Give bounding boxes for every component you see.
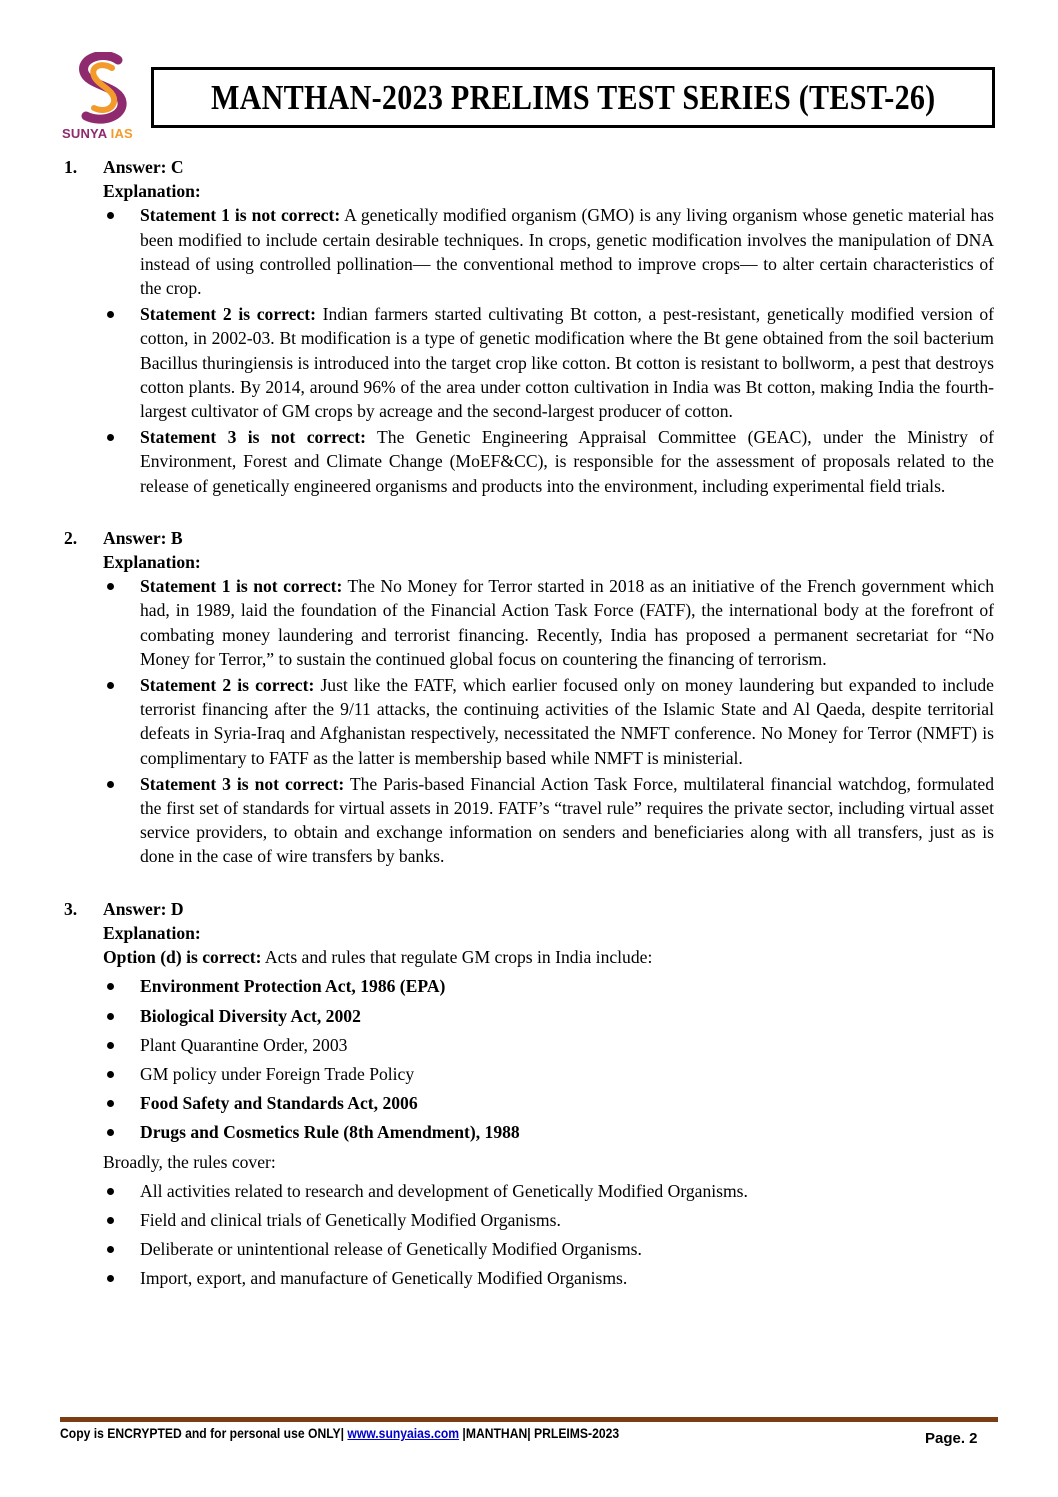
website-link[interactable]: www.sunyaias.com — [347, 1426, 460, 1441]
question-3 — [64, 897, 994, 1291]
statement-item: Statement 3 is not correct: The Genetic Engineering Appraisal Committee (GEAC), under the Ministry of Environment, Forest and Climate Change (MoEF&CC), is responsible for the assessment of proposals related to the release of genetically engineered organisms and products into the environment, including experimental field trials. — [103, 425, 994, 498]
logo-s-icon — [74, 52, 130, 124]
act-item: Drugs and Cosmetics Rule (8th Amendment), 1988 — [103, 1120, 994, 1144]
explanation-label: Explanation: — [103, 922, 201, 943]
act-item: Food Safety and Standards Act, 2006 — [103, 1091, 994, 1115]
answer-label: Answer: B — [103, 527, 183, 548]
act-item: Plant Quarantine Order, 2003 — [103, 1033, 994, 1057]
rule-item: Field and clinical trials of Genetically Modified Organisms. — [103, 1208, 994, 1232]
page-number: Page. 2 — [925, 1430, 978, 1447]
statement-item: Statement 1 is not correct: A genetically modified organism (GMO) is any living organism whose genetic material has been modified to include certain desirable techniques. In crops, genetic modification involves the manipulation of DNA instead of using controlled pollination— the conventional method to improve crops— to alter certain characteristics of the crop. — [103, 203, 994, 300]
page-title: MANTHAN-2023 PRELIMS TEST SERIES (TEST-26) — [210, 77, 936, 117]
act-item: GM policy under Foreign Trade Policy — [103, 1062, 994, 1086]
answer-label: Answer: D — [103, 898, 184, 919]
sunya-ias-logo — [60, 52, 146, 144]
act-item: Biological Diversity Act, 2002 — [103, 1004, 994, 1028]
option-statement: Option (d) is correct: Acts and rules that regulate GM crops in India include: — [103, 947, 653, 968]
answer-content — [64, 155, 994, 1311]
explanation-label: Explanation: — [103, 552, 201, 573]
explanation-label: Explanation: — [103, 181, 201, 202]
rules-intro: Broadly, the rules cover: — [103, 1151, 276, 1172]
page-title-box — [151, 67, 995, 128]
rule-item: Import, export, and manufacture of Genetically Modified Organisms. — [103, 1266, 994, 1290]
statement-item: Statement 2 is correct: Just like the FATF, which earlier focused only on money laundering but expanded to include terrorist financing after the 9/11 attacks, the continuing activities of the Islamic State and Al Qaeda, despite territorial defeats in Syria-Iraq and Afghanistan respectively, necessitated the NMFT conference. No Money for Terror (NMFT) is complimentary to FATF as the latter is membership based while NMFT is ministerial. — [103, 673, 994, 770]
question-2 — [64, 526, 994, 869]
footer-divider — [60, 1417, 998, 1422]
answer-label: Answer: C — [103, 157, 184, 177]
footer-notice: Copy is ENCRYPTED and for personal use ONLY| www.sunyaias.com |MANTHAN| PRLEIMS-2023 — [60, 1426, 620, 1441]
question-1 — [64, 155, 994, 498]
statement-item: Statement 2 is correct: Indian farmers started cultivating Bt cotton, a pest-resistant, genetically modified version of cotton, in 2002-03. Bt modification is a type of genetic modification where the Bt gene obtained from the soil bacterium Bacillus thuringiensis is introduced into the target crop like cotton. Bt cotton is resistant to bollworm, a pest that destroys cotton plants. By 2014, around 96% of the area under cotton cultivation in India was Bt cotton, making India the fourth-largest cultivator of GM crops by acreage and the second-largest producer of cotton. — [103, 302, 994, 423]
statement-item: Statement 1 is not correct: The No Money for Terror started in 2018 as an initiative of the French government which had, in 1989, laid the foundation of the Financial Action Task Force (FATF), the international body at the forefront of combating money laundering and terrorist financing. Recently, India has proposed a permanent secretariat for “No Money for Terror,” to sustain the continued global focus on countering the financing of terrorism. — [103, 574, 994, 671]
question-number: 3. — [64, 898, 78, 919]
acts-list — [103, 974, 994, 1144]
rule-item: Deliberate or unintentional release of Genetically Modified Organisms. — [103, 1237, 994, 1261]
question-number: 2. — [64, 527, 78, 548]
logo-wordmark: SUNYA IAS — [62, 126, 133, 141]
act-item: Environment Protection Act, 1986 (EPA) — [103, 974, 994, 998]
rule-item: All activities related to research and development of Genetically Modified Organisms. — [103, 1179, 994, 1203]
statement-item: Statement 3 is not correct: The Paris-based Financial Action Task Force, multilateral financial watchdog, formulated the first set of standards for virtual assets in 2019. FATF’s “travel rule” requires the private sector, including virtual asset service providers, to obtain and exchange information on senders and beneficiaries along with all transfers, just as is done in the case of wire transfers by banks. — [103, 772, 994, 869]
question-number: 1. — [64, 157, 78, 177]
rules-list — [103, 1179, 994, 1291]
